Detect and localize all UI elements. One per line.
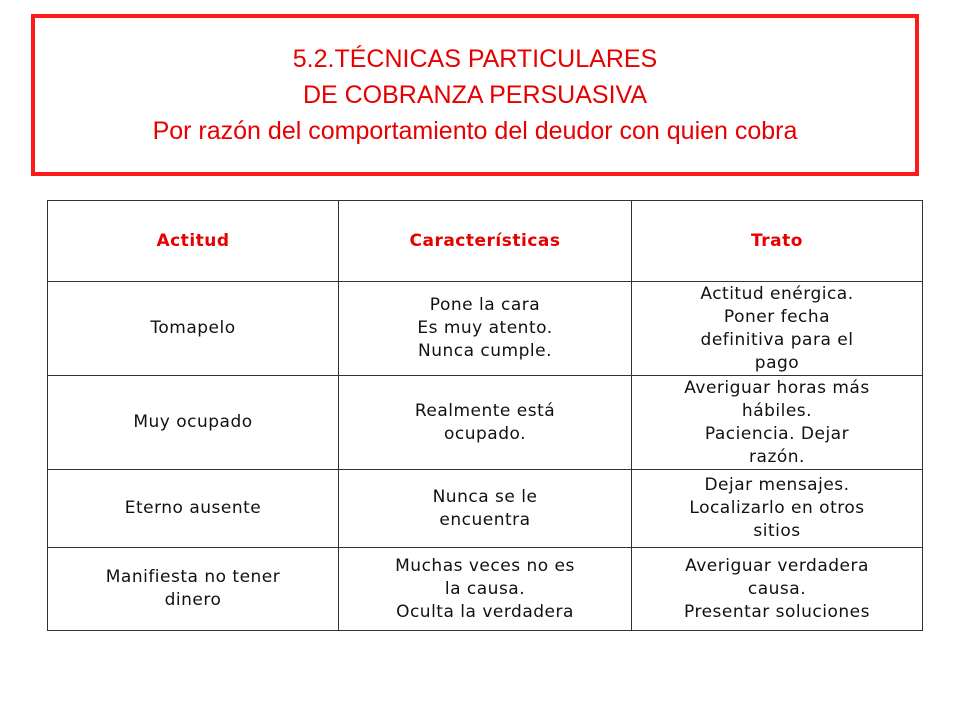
- header-caracteristicas: Características: [339, 201, 632, 282]
- table-row: [48, 470, 923, 548]
- header-actitud: Actitud: [48, 201, 339, 282]
- table-row: [48, 282, 923, 376]
- title-line-1: 5.2.TÉCNICAS PARTICULARES: [292, 45, 658, 73]
- table-row: [48, 376, 923, 470]
- cell-trato: Actitud enérgica. Poner fecha definitiva para el pago: [632, 282, 923, 376]
- table-row: [48, 548, 923, 631]
- title-line-2: DE COBRANZA PERSUASIVA: [302, 81, 648, 109]
- cell-caracteristicas: Realmente está ocupado.: [339, 376, 632, 470]
- title-box: [31, 14, 919, 176]
- title-line-3: Por razón del comportamiento del deudor con quien cobra: [152, 117, 798, 145]
- cell-actitud: Eterno ausente: [48, 470, 339, 548]
- header-trato: Trato: [632, 201, 923, 282]
- cell-trato: Averiguar verdadera causa. Presentar soluciones: [632, 548, 923, 631]
- table-header-row: [48, 201, 923, 282]
- cell-trato: Averiguar horas más hábiles. Paciencia. Dejar razón.: [632, 376, 923, 470]
- cell-caracteristicas: Nunca se le encuentra: [339, 470, 632, 548]
- cell-caracteristicas: Muchas veces no es la causa. Oculta la verdadera: [339, 548, 632, 631]
- cell-actitud: Muy ocupado: [48, 376, 339, 470]
- cell-trato: Dejar mensajes. Localizarlo en otros sitios: [632, 470, 923, 548]
- cell-actitud: Tomapelo: [48, 282, 339, 376]
- techniques-table: [47, 200, 923, 631]
- cell-actitud: Manifiesta no tener dinero: [48, 548, 339, 631]
- cell-caracteristicas: Pone la cara Es muy atento. Nunca cumple.: [339, 282, 632, 376]
